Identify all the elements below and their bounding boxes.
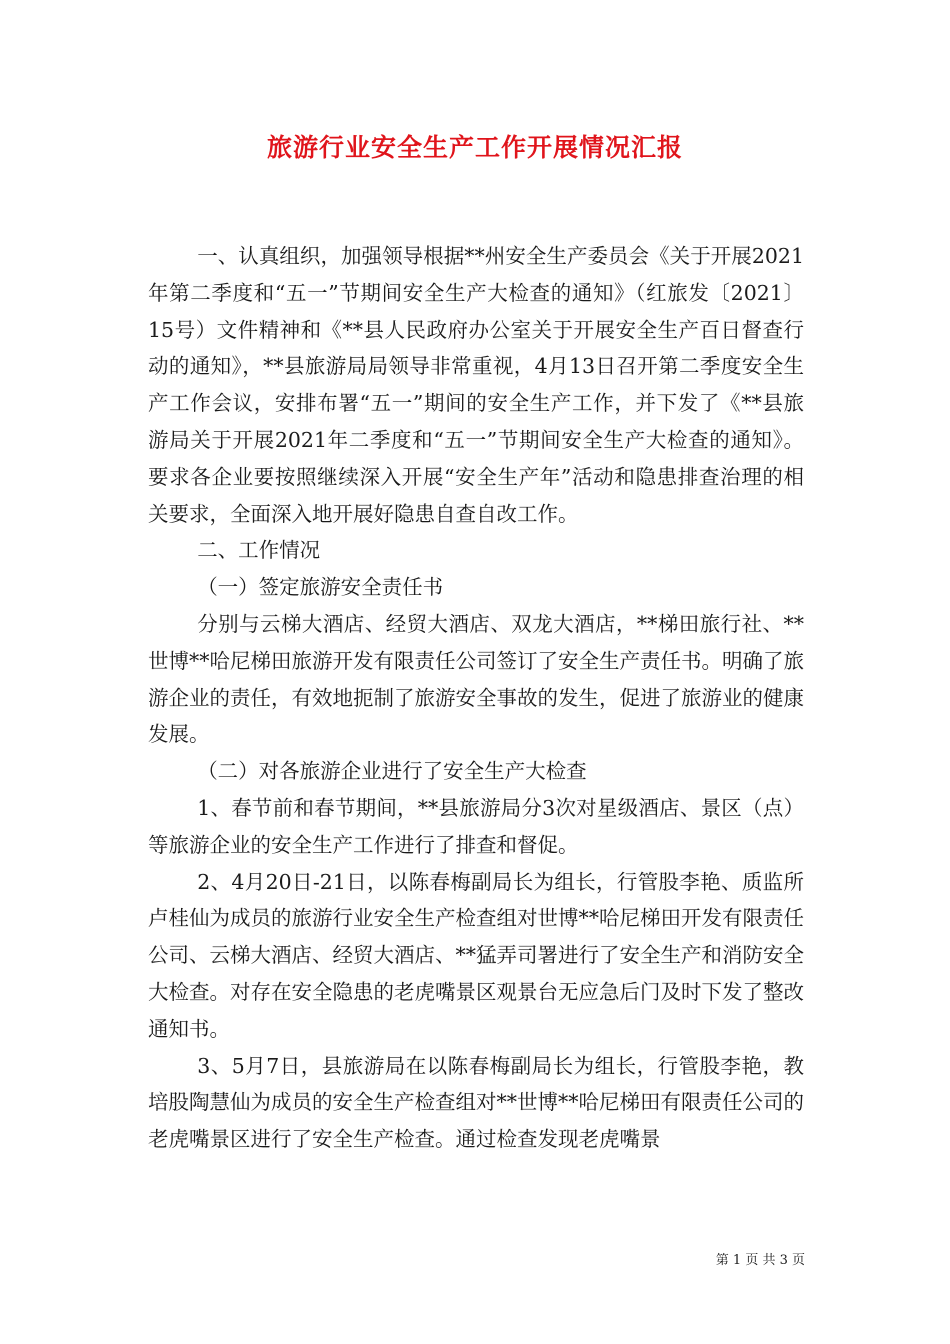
- paragraph-responsibility: 分别与云梯大酒店、经贸大酒店、双龙大酒店，**梯田旅行社、**世博**哈尼梯田旅游开发有限责任公司签订了安全生产责任书。明确了旅游企业的责任，有效地扼制了旅游安全事故的发生，促进了旅游业的健康发展。: [148, 611, 804, 747]
- subheading-responsibility: （一）签定旅游安全责任书: [197, 575, 444, 600]
- page-number: 第 1 页 共 3 页: [715, 1253, 805, 1268]
- document-body: [148, 238, 804, 1158]
- document-title: 旅游行业安全生产工作开展情况汇报: [266, 133, 683, 162]
- paragraph-inspection-1: 1、春节前和春节期间，**县旅游局分3次对星级酒店、景区（点）等旅游企业的安全生产工作进行了排查和督促。: [148, 795, 804, 857]
- heading-work-status: 二、工作情况: [197, 538, 321, 563]
- paragraph-inspection-3: 3、5月7日，县旅游局在以陈春梅副局长为组长，行管股李艳，教培股陶慧仙为成员的安全生产检查组对**世博**哈尼梯田有限责任公司的老虎嘴景区进行了安全生产检查。通过检查发现老虎嘴景: [148, 1053, 804, 1152]
- paragraph-organization: 一、认真组织，加强领导根据**州安全生产委员会《关于开展2021年第二季度和“五一”节期间安全生产大检查的通知》（红旅发〔2021〕15号）文件精神和《**县人民政府办公室关于开展安全生产百日督查行动的通知》，**县旅游局局领导非常重视，4月13日召开第二季度安全生产工作会议，安排布署“五一”期间的安全生产工作，并下发了《**县旅游局关于开展2021年二季度和“五一”节期间安全生产大检查的通知》。要求各企业要按照继续深入开展“安全生产年”活动和隐患排查治理的相关要求，全面深入地开展好隐患自查自改工作。: [148, 244, 804, 526]
- paragraph-inspection-2: 2、4月20日-21日，以陈春梅副局长为组长，行管股李艳、质监所卢桂仙为成员的旅游行业安全生产检查组对世博**哈尼梯田开发有限责任公司、云梯大酒店、经贸大酒店、**猛弄司署进行了安全生产和消防安全大检查。对存在安全隐患的老虎嘴景区观景台无应急后门及时下发了整改通知书。: [148, 869, 804, 1041]
- subheading-inspection: （二）对各旅游企业进行了安全生产大检查: [197, 759, 587, 784]
